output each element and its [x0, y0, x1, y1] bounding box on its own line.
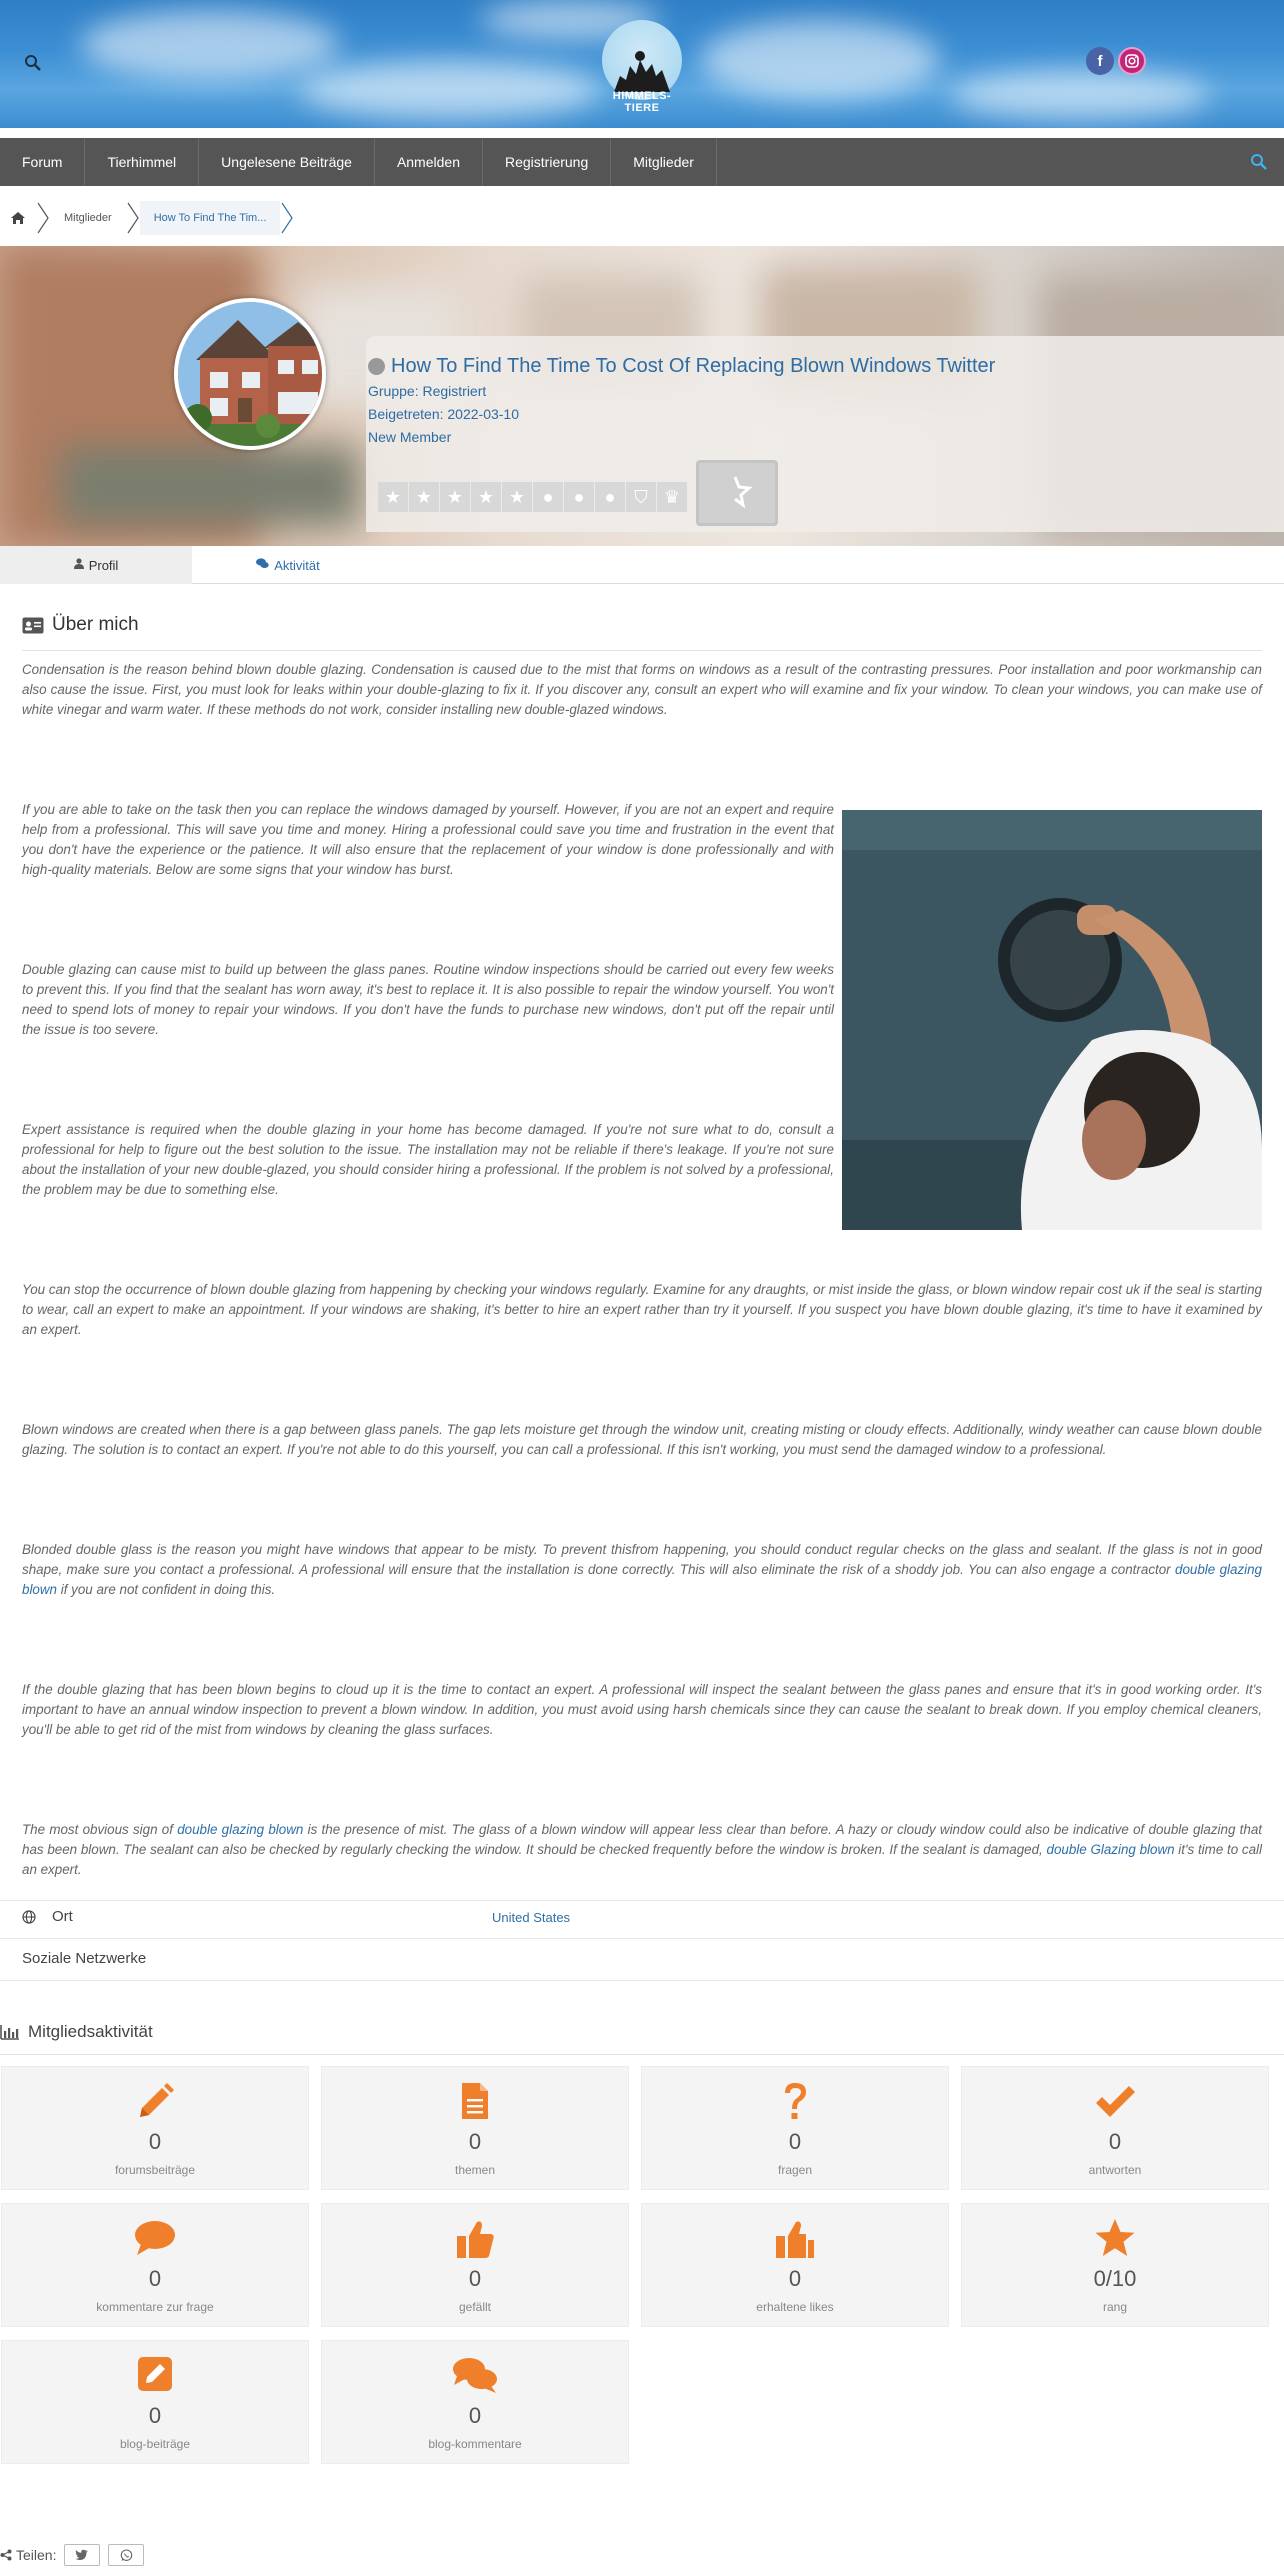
breadcrumb-current[interactable]: How To Find The Tim... [140, 201, 281, 235]
facebook-icon[interactable]: f [1086, 47, 1114, 75]
logo-text: HIMMELS-TIERE [612, 90, 672, 114]
about-paragraph: If the double glazing that has been blown begins to cloud up it is the time to contact an expert. A professional will inspect the sealant between the glass panes and ensure that it's in good working order. It's important to have an annual window inspection to prevent a blown window. In addition, you must avoid using harsh chemicals since they can cause the sealant to break down. If you employ chemical cleaners, you'll be able to get rid of the mist from windows by cleaning the glass surfaces. [22, 1682, 1262, 1737]
bar-chart-icon [0, 2024, 20, 2040]
file-icon [322, 2081, 628, 2125]
circle-icon: ● [564, 482, 594, 512]
main-navigation [0, 138, 1284, 186]
about-paragraph: The most obvious sign of double glazing blown is the presence of mist. The glass of a blown window will appear less clear than before. A hazy or cloudy window could also be indicative of double glazing that has been blown. The sealant can also be checked by regularly checking the window. It should be checked frequently before the window is broken. If the sealant is damaged, double Glazing blown it's time to call an expert. [22, 1822, 1262, 1877]
share-label: Teilen: [16, 2547, 57, 2563]
divider [0, 1938, 1284, 1939]
stat-rank[interactable]: 0/10 rang [961, 2203, 1269, 2327]
about-paragraph: Blonded double glass is the reason you might have windows that appear to be misty. To prevent thisfrom happening, you should conduct regular checks on the glass and sealant. If the glass is not in good shape, make sure you contact a professional. A professional will ensure that the installation is done correctly. This will also eliminate the risk of a shoddy job. You can also engage a contractor double glazing blown if you are not confident in doing this. [22, 1542, 1262, 1597]
profile-name: How To Find The Time To Cost Of Replacing Blown Windows Twitter [391, 355, 996, 377]
comments-icon [322, 2355, 628, 2399]
star-icon: ★ [440, 482, 470, 512]
nav-item-tierhimmel[interactable]: Tierhimmel [85, 138, 199, 186]
location-value[interactable]: United States [492, 1910, 571, 1925]
about-paragraph: Double glazing can cause mist to build up between the glass panes. Routine window inspections should be carried out every few weeks to prevent this. If you find that the sealant has worn away, it's best to replace it. It is also possible to repair the window yourself. You won't need to spend lots of money to repair your windows. If you don't have the funds to purchase new windows, don't put off the repair until the issue is too severe. [22, 962, 834, 1037]
globe-icon [22, 1910, 36, 1924]
profile-tabs [0, 546, 1284, 584]
about-heading [22, 614, 139, 636]
window-repair-photo [842, 810, 1262, 1230]
thumbs-up-received-icon [642, 2218, 948, 2262]
social-networks-label: Soziale Netzwerke [22, 1950, 147, 1967]
shield-icon: ⛉ [626, 482, 656, 512]
profile-joined: Beigetreten: 2022-03-10 [368, 406, 519, 422]
twitter-share-button[interactable] [64, 2544, 100, 2566]
breadcrumb [0, 196, 294, 240]
comments-icon [256, 558, 269, 572]
tab-activity[interactable] [192, 546, 384, 584]
search-icon[interactable] [24, 54, 42, 72]
star-icon: ★ [409, 482, 439, 512]
breadcrumb-members[interactable]: Mitglieder [64, 212, 112, 224]
double-glazing-link[interactable]: double Glazing blown [1046, 1842, 1175, 1857]
nav-item-members[interactable]: Mitglieder [611, 138, 717, 186]
tab-activity-label: Aktivität [274, 557, 320, 573]
breadcrumb-separator-icon [36, 201, 50, 235]
location-label: Ort [22, 1908, 73, 1925]
divider [0, 1980, 1284, 1981]
double-glazing-link[interactable]: double glazing blown [177, 1822, 304, 1837]
share-icon [0, 2549, 12, 2561]
avatar[interactable] [174, 298, 326, 450]
comment-icon [2, 2218, 308, 2262]
activity-heading [0, 2022, 153, 2042]
whatsapp-share-button[interactable] [108, 2544, 144, 2566]
activity-title: Mitgliedsaktivität [28, 2022, 153, 2041]
stat-received-likes[interactable]: 0 erhaltene likes [641, 2203, 949, 2327]
site-logo[interactable] [596, 20, 688, 114]
about-paragraph: Blown windows are created when there is a gap between glass panels. The gap lets moisture get through the window unit, creating misting or cloudy effects. Additionally, windy weather can cause blown double glazing. The solution is to contact an expert. If you're not able to do this yourself, you can call a professional. If this isn't working, you must send the damaged window to a professional. [22, 1422, 1262, 1457]
id-card-icon [22, 617, 44, 634]
stat-forum-posts[interactable]: 0 forumsbeiträge [1, 2066, 309, 2190]
home-icon[interactable] [0, 201, 36, 235]
breadcrumb-separator-icon [126, 201, 140, 235]
twitter-icon [75, 2549, 89, 2561]
nav-item-register[interactable]: Registrierung [483, 138, 611, 186]
question-icon [642, 2081, 948, 2125]
header-divider [0, 128, 1284, 138]
profile-member-type: New Member [368, 429, 452, 445]
stat-likes[interactable]: 0 gefällt [321, 2203, 629, 2327]
star-icon: ★ [502, 482, 532, 512]
user-icon [74, 558, 84, 572]
offline-status-icon [368, 358, 385, 375]
divider [22, 650, 1262, 651]
star-icon: ★ [471, 482, 501, 512]
nav-item-login[interactable]: Anmelden [375, 138, 483, 186]
stat-blog-comments[interactable]: 0 blog-kommentare [321, 2340, 629, 2464]
stat-question-comments[interactable]: 0 kommentare zur frage [1, 2203, 309, 2327]
profile-title [368, 355, 995, 378]
tab-profile[interactable] [0, 546, 192, 584]
star-icon [962, 2218, 1268, 2262]
profile-group: Gruppe: Registriert [368, 383, 487, 399]
nav-item-unread-posts[interactable]: Ungelesene Beiträge [199, 138, 375, 186]
edit-icon [2, 2355, 308, 2399]
nav-item-forum[interactable]: Forum [0, 138, 85, 186]
breadcrumb-separator-icon [280, 201, 294, 235]
stat-questions[interactable]: 0 fragen [641, 2066, 949, 2190]
about-paragraph: You can stop the occurrence of blown double glazing from happening by checking your windows regularly. Examine for any draughts, or mist inside the glass, or blown window repair cost uk if the seal is starting to wear, call an expert to make an appointment. If your windows are shaking, it's better to hire an expert rather than try it yourself. If you suspect you have blown double glazing, it's time to have it examined by an expert. [22, 1282, 1262, 1337]
about-title: Über mich [52, 614, 139, 635]
stat-blog-posts[interactable]: 0 blog-beiträge [1, 2340, 309, 2464]
circle-icon: ● [533, 482, 563, 512]
rank-badge-icon [696, 460, 778, 526]
about-paragraph: If you are able to take on the task then you can replace the windows damaged by yourself. However, if you are not an expert and require help from a professional. This will save you time and money. Hiring a professional could save you time and frustration in the event that you don't have the experience or the patience. It will also ensure that the replacement of your window is done professionally and with high-quality materials. Below are some signs that your window has burst. [22, 802, 834, 877]
about-paragraph: Expert assistance is required when the double glazing in your home has become damaged. If you're not sure what to do, consult a professional for help to figure out the best solution to the issue. The installation may not be reliable if there's leakage. If you're not sure about the installation of your new double-glazed, you should consider hiring a professional. If the problem is not solved by a professional, the problem may be due to something else. [22, 1122, 834, 1197]
stat-topics[interactable]: 0 themen [321, 2066, 629, 2190]
whatsapp-icon [120, 2549, 133, 2562]
share-bar [0, 2544, 144, 2566]
site-header [0, 0, 1284, 128]
pencil-icon [2, 2081, 308, 2125]
rank-badges [378, 482, 688, 512]
star-icon: ★ [378, 482, 408, 512]
thumbs-up-icon [322, 2218, 628, 2262]
trophy-icon: ♛ [657, 482, 687, 512]
check-icon [962, 2081, 1268, 2125]
about-paragraph: Condensation is the reason behind blown double glazing. Condensation is caused due to the mist that forms on windows as a result of the contrasting pressures. Poor installation and poor workmanship can also cause the issue. First, you must look for leaks within your double-glazing to fix it. If you discover any, consult an expert who will examine and fix your window. To clean your windows, you can make use of white vinegar and warm water. If these methods do not work, consider installing new double-glazed windows. [22, 662, 1262, 717]
instagram-icon[interactable] [1118, 47, 1146, 75]
circle-icon: ● [595, 482, 625, 512]
nav-search-icon[interactable] [1250, 153, 1268, 171]
double-glazing-link[interactable]: double glazing blown [22, 1562, 1262, 1597]
divider [0, 2054, 1284, 2055]
divider [0, 1900, 1284, 1901]
stat-answers[interactable]: 0 antworten [961, 2066, 1269, 2190]
tab-profile-label: Profil [88, 557, 119, 573]
